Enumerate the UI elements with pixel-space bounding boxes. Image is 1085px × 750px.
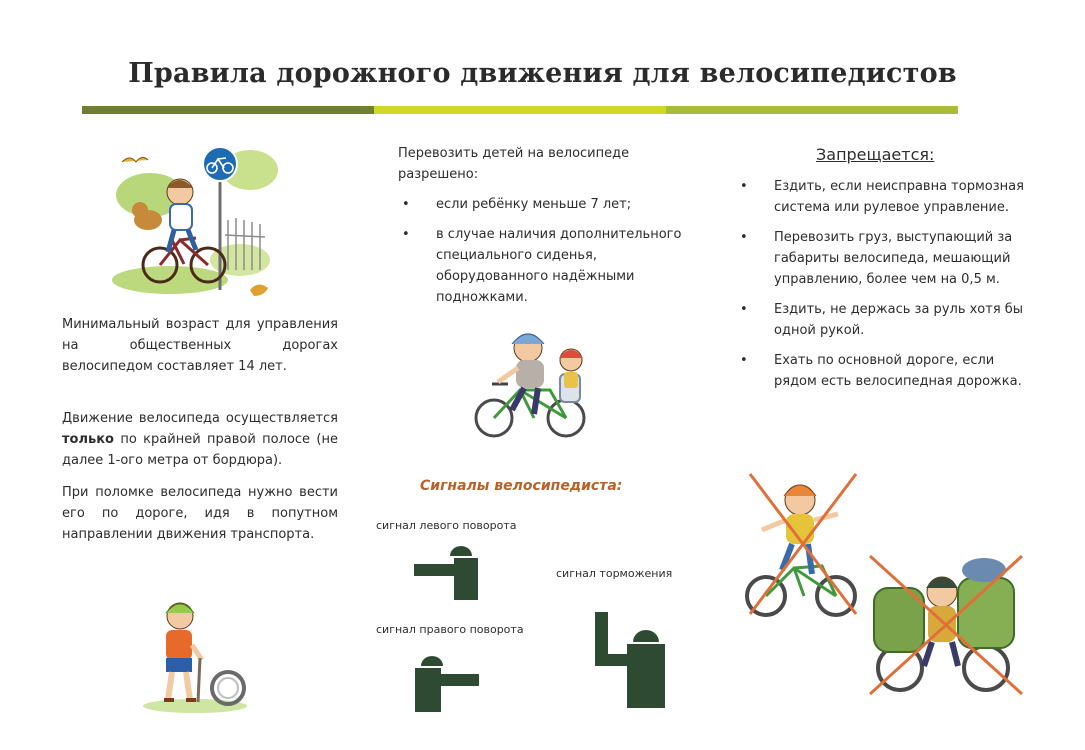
emphasis-only: только <box>62 432 114 447</box>
oversized-cargo-crossed-illustration <box>866 548 1026 698</box>
list-item: • Ездить, если неисправна тормозная система или рулевое управление. <box>736 176 1026 218</box>
right-turn-signal-label: сигнал правого поворота <box>376 623 524 636</box>
list-item: • Ехать по основной дороге, если рядом есть велосипедная дорожка. <box>736 350 1026 392</box>
list-item: • Ездить, не держась за руль хотя бы одной рукой. <box>736 299 1026 341</box>
cyclist-near-sign-illustration <box>110 140 280 305</box>
adult-with-child-seat-illustration <box>468 318 593 443</box>
brake-signal-icon <box>595 612 667 708</box>
left-turn-signal-icon <box>414 544 480 600</box>
min-age-paragraph: Минимальный возраст для управления на общественных дорогах велосипедом составляет 14 лет. <box>62 317 338 374</box>
page-title: Правила дорожного движения для велосипедистов <box>128 58 957 89</box>
title-divider <box>82 106 958 114</box>
breakdown-paragraph: При поломке велосипеда нужно вести его по дороге, идя в попутном направлении движения транспорта. <box>62 485 338 542</box>
cyclist-pumping-tire-illustration <box>140 600 250 715</box>
forbidden-list <box>736 176 1026 401</box>
right-lane-paragraph: Движение велосипеда осуществляется только по крайней правой полосе (не далее 1-ого метра от бордюра). <box>62 411 338 468</box>
list-item: • Перевозить груз, выступающий за габариты велосипеда, мешающий управлению, более чем на 0,5 м. <box>736 227 1026 290</box>
right-turn-signal-icon <box>413 654 479 712</box>
list-item: • если ребёнку меньше 7 лет; <box>398 194 688 215</box>
children-transport-intro: Перевозить детей на велосипеде разрешено: <box>398 146 630 182</box>
brake-signal-label: сигнал торможения <box>556 567 673 580</box>
children-transport-list <box>398 194 688 317</box>
list-item: • в случае наличия дополнительного специального сиденья, оборудованного надёжными подножками. <box>398 224 688 308</box>
signals-title: Сигналы велосипедиста: <box>420 478 623 494</box>
left-turn-signal-label: сигнал левого поворота <box>376 519 517 532</box>
forbidden-title: Запрещается: <box>816 145 935 164</box>
no-hands-riding-crossed-illustration <box>742 470 862 620</box>
